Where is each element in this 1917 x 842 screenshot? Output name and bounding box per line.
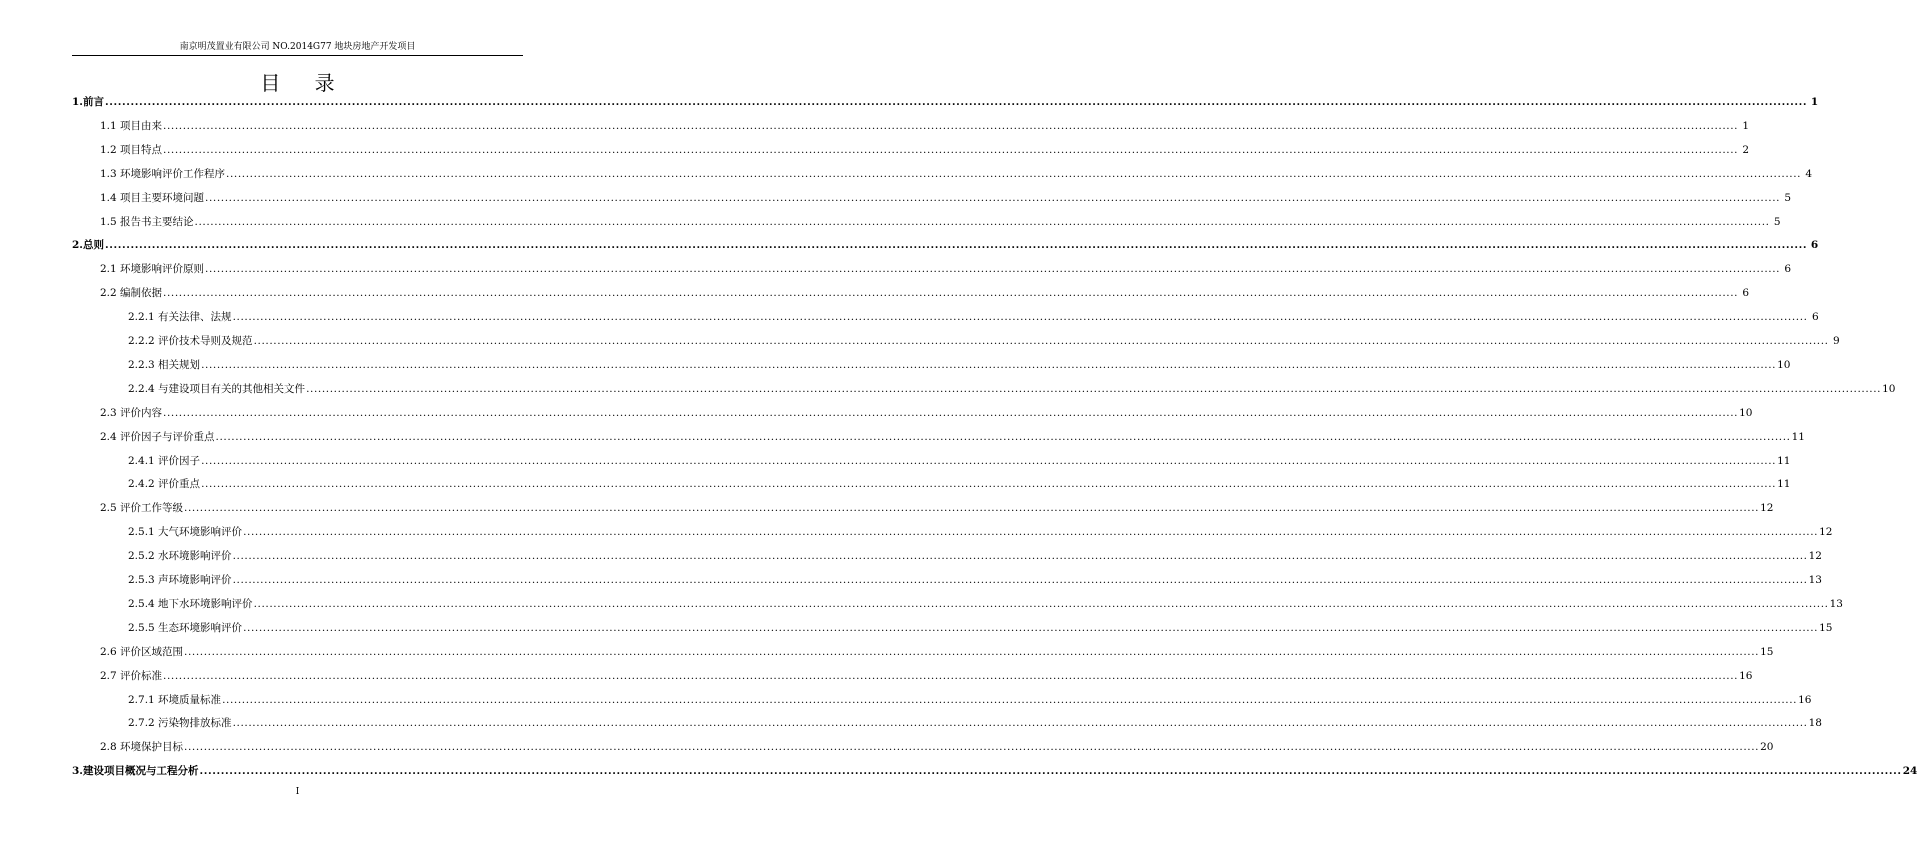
toc-dot-leader: ................................................................................................................................................................................................................................................................................................................................................................................................................	[163, 406, 1739, 419]
toc-dot-leader: ................................................................................................................................................................................................................................................................................................................................................................................................................	[201, 478, 1777, 491]
toc-entry-label: 2.4.2 评价重点	[128, 478, 201, 491]
toc-entry[interactable]	[72, 547, 1822, 565]
toc-dot-leader: ................................................................................................................................................................................................................................................................................................................................................................................................................	[232, 311, 1808, 324]
toc-entry-label: 1.前言	[72, 96, 104, 108]
toc-entry[interactable]	[72, 380, 1896, 398]
toc-entry-label: 3.建设项目概况与工程分析	[72, 765, 199, 778]
toc-entry[interactable]	[72, 667, 1753, 685]
toc-entry[interactable]	[72, 571, 1822, 589]
toc-entry-label: 2.5.4 地下水环境影响评价	[128, 597, 253, 610]
toc-entry-label: 2.2 编制依据	[100, 287, 163, 300]
toc-dot-leader: ................................................................................................................................................................................................................................................................................................................................................................................................................	[163, 669, 1739, 682]
toc-entry-label: 2.5.1 大气环境影响评价	[128, 526, 243, 539]
toc-entry[interactable]	[72, 356, 1791, 374]
toc-entry-label: 2.1 环境影响评价原则	[100, 263, 205, 276]
toc-entry-page: 6	[1742, 287, 1750, 300]
toc-dot-leader: ................................................................................................................................................................................................................................................................................................................................................................................................................	[163, 287, 1739, 300]
toc-entry-page: 24	[1902, 765, 1917, 778]
toc-entry-page: 5	[1773, 215, 1781, 228]
toc-entry[interactable]	[72, 165, 1813, 183]
toc-entry-label: 2.4.1 评价因子	[128, 454, 201, 467]
toc-dot-leader: ................................................................................................................................................................................................................................................................................................................................................................................................................	[104, 239, 1808, 252]
toc-entry-label: 2.2.1 有关法律、法规	[128, 311, 232, 324]
toc-entry-page: 15	[1819, 621, 1833, 634]
toc-entry[interactable]	[72, 141, 1750, 159]
toc-entry[interactable]	[72, 714, 1822, 732]
toc-entry-label: 2.5.3 声环境影响评价	[128, 574, 232, 586]
toc-entry-label: 2.2.2 评价技术导则及规范	[128, 335, 253, 347]
toc-dot-leader: ................................................................................................................................................................................................................................................................................................................................................................................................................	[253, 335, 1829, 347]
toc-entry-label: 2.7.2 污染物排放标准	[128, 717, 232, 730]
toc-dot-leader: ................................................................................................................................................................................................................................................................................................................................................................................................................	[163, 119, 1739, 132]
toc-entry-page: 11	[1791, 430, 1805, 443]
toc-entry-page: 12	[1760, 502, 1774, 515]
toc-dot-leader: ................................................................................................................................................................................................................................................................................................................................................................................................................	[232, 550, 1808, 563]
toc-entry-label: 2.7 评价标准	[100, 669, 163, 682]
toc-entry-label: 2.7.1 环境质量标准	[128, 693, 222, 706]
toc-dot-leader: ................................................................................................................................................................................................................................................................................................................................................................................................................	[306, 382, 1882, 395]
toc-entry-page: 10	[1777, 358, 1791, 371]
toc-entry-label: 1.5 报告书主要结论	[100, 215, 194, 228]
toc-dot-leader: ................................................................................................................................................................................................................................................................................................................................................................................................................	[243, 526, 1819, 539]
toc-dot-leader: ................................................................................................................................................................................................................................................................................................................................................................................................................	[222, 693, 1798, 706]
page-number: I	[295, 787, 300, 797]
toc-dot-leader: ................................................................................................................................................................................................................................................................................................................................................................................................................	[163, 143, 1739, 156]
toc-entry[interactable]	[72, 762, 1917, 780]
toc-entry[interactable]	[72, 452, 1791, 470]
toc-entry[interactable]	[72, 691, 1812, 709]
toc-dot-leader: ................................................................................................................................................................................................................................................................................................................................................................................................................	[205, 191, 1781, 204]
toc-dot-leader: ................................................................................................................................................................................................................................................................................................................................................................................................................	[201, 454, 1777, 467]
toc-entry-page: 16	[1798, 693, 1812, 706]
toc-dot-leader: ................................................................................................................................................................................................................................................................................................................................................................................................................	[184, 645, 1760, 658]
toc-entry-page: 12	[1808, 550, 1822, 563]
toc-dot-leader: ................................................................................................................................................................................................................................................................................................................................................................................................................	[205, 263, 1781, 276]
toc-dot-leader: ................................................................................................................................................................................................................................................................................................................................................................................................................	[201, 358, 1777, 371]
toc-entry-page: 10	[1882, 382, 1896, 395]
toc-dot-leader: ................................................................................................................................................................................................................................................................................................................................................................................................................	[184, 502, 1760, 515]
toc-dot-leader: ................................................................................................................................................................................................................................................................................................................................................................................................................	[232, 717, 1808, 730]
toc-entry[interactable]	[72, 236, 1819, 254]
toc-entry-page: 1	[1742, 119, 1750, 132]
toc-dot-leader: ................................................................................................................................................................................................................................................................................................................................................................................................................	[253, 597, 1829, 610]
toc-entry-label: 2.5.5 生态环境影响评价	[128, 621, 243, 634]
toc-entry-page: 1	[1810, 96, 1819, 108]
toc-entry[interactable]	[72, 308, 1819, 326]
toc-entry-label: 2.3 评价内容	[100, 406, 163, 419]
toc-entry-page: 20	[1760, 741, 1774, 754]
toc-entry[interactable]	[72, 284, 1750, 302]
toc-entry-page: 15	[1760, 645, 1774, 658]
toc-entry[interactable]	[72, 643, 1774, 661]
toc-entry-page: 10	[1739, 406, 1753, 419]
toc-entry[interactable]	[72, 213, 1781, 231]
toc-entry-page: 2	[1742, 143, 1750, 156]
toc-entry-page: 11	[1777, 478, 1791, 491]
toc-entry-page: 12	[1819, 526, 1833, 539]
toc-entry[interactable]	[72, 117, 1750, 135]
toc-entry[interactable]	[72, 93, 1819, 111]
toc-entry[interactable]	[72, 332, 1840, 350]
toc-entry-label: 2.总则	[72, 239, 104, 252]
toc-entry-label: 2.5.2 水环境影响评价	[128, 550, 232, 563]
toc-entry-label: 1.1 项目由来	[100, 119, 163, 132]
toc-dot-leader: ................................................................................................................................................................................................................................................................................................................................................................................................................	[226, 167, 1802, 180]
toc-entry-page: 6	[1810, 239, 1819, 252]
toc-entry[interactable]	[72, 619, 1833, 637]
toc-entry-label: 2.8 环境保护目标	[100, 741, 184, 754]
toc-entry-label: 2.2.3 相关规划	[128, 358, 201, 371]
toc-dot-leader: ................................................................................................................................................................................................................................................................................................................................................................................................................	[199, 765, 1902, 778]
toc-entry[interactable]	[72, 404, 1753, 422]
toc-entry-page: 13	[1829, 597, 1843, 610]
toc-entry[interactable]	[72, 189, 1792, 207]
toc-dot-leader: ................................................................................................................................................................................................................................................................................................................................................................................................................	[184, 741, 1760, 754]
toc-entry-label: 1.2 项目特点	[100, 143, 163, 156]
toc-dot-leader: ................................................................................................................................................................................................................................................................................................................................................................................................................	[194, 215, 1770, 228]
toc-entry-page: 11	[1777, 454, 1791, 467]
toc-entry-label: 1.4 项目主要环境问题	[100, 191, 205, 204]
toc-entry[interactable]	[72, 523, 1833, 541]
running-header: 南京明茂置业有限公司 NO.2014G77 地块房地产开发项目	[72, 40, 523, 56]
toc-dot-leader: ................................................................................................................................................................................................................................................................................................................................................................................................................	[215, 430, 1791, 443]
toc-entry[interactable]	[72, 595, 1843, 613]
toc-entry-page: 16	[1739, 669, 1753, 682]
toc-entry[interactable]	[72, 475, 1791, 493]
toc-entry-label: 2.2.4 与建设项目有关的其他相关文件	[128, 382, 306, 395]
page-title: 目 录	[260, 71, 349, 95]
toc-dot-leader: ................................................................................................................................................................................................................................................................................................................................................................................................................	[243, 621, 1819, 634]
toc-dot-leader: ................................................................................................................................................................................................................................................................................................................................................................................................................	[232, 574, 1808, 586]
toc-entry-label: 2.6 评价区域范围	[100, 645, 184, 658]
toc-entry-page: 4	[1805, 167, 1813, 180]
toc-entry-page: 5	[1784, 191, 1792, 204]
toc-entry-page: 9	[1832, 335, 1840, 347]
toc-entry-page: 6	[1811, 311, 1819, 324]
toc-entry-label: 2.5 评价工作等级	[100, 502, 184, 515]
toc-entry-page: 13	[1808, 574, 1822, 586]
toc-entry-page: 18	[1808, 717, 1822, 730]
toc-entry-page: 6	[1784, 263, 1792, 276]
toc-entry[interactable]	[72, 499, 1774, 517]
toc-entry[interactable]	[72, 738, 1774, 756]
toc-entry-label: 2.4 评价因子与评价重点	[100, 430, 215, 443]
toc-entry[interactable]	[72, 428, 1805, 446]
toc-entry[interactable]	[72, 260, 1792, 278]
toc-entry-label: 1.3 环境影响评价工作程序	[100, 167, 226, 180]
toc-dot-leader: ................................................................................................................................................................................................................................................................................................................................................................................................................	[104, 96, 1808, 108]
